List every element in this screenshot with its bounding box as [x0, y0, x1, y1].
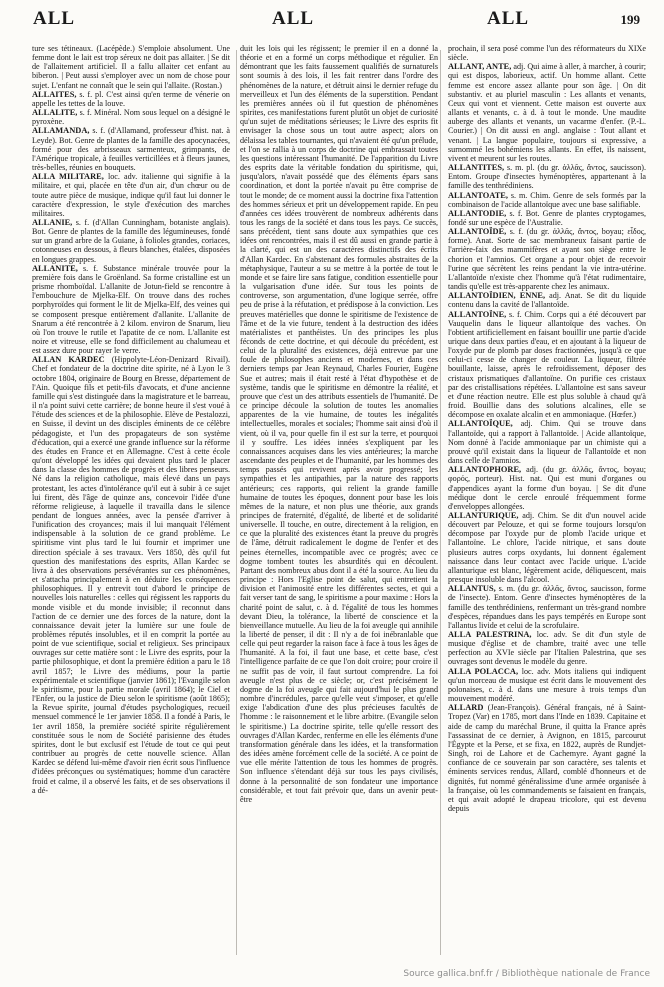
entry-headword: ALLAMANDA,: [32, 126, 90, 136]
running-headword-center: ALL: [272, 8, 315, 29]
text-column-2: [240, 44, 438, 962]
dictionary-entry: [448, 163, 646, 190]
dictionary-entry: [448, 62, 646, 163]
dictionary-entry: [448, 630, 646, 667]
entry-headword: ALLANTOÏQUE,: [448, 419, 513, 429]
entry-text: adj. (du gr. ἀλλᾶς, ἄντος, boyau; φορός, porteur). Hist. nat. Qui est muni d'organes ou d'appendices ayant la forme d'un boyau. | Se dit d'une médique dont le cercle enroulé fréquemment forme d'enveloppes allongées.: [448, 465, 646, 511]
entry-headword: ALLANTOPHORE,: [448, 465, 522, 475]
entry-text: (Jean-François). Général français, né à Saint-Tropez (Var) en 1785, mort dans l'Inde en 1839. Capitaine et aide de camp du maréchal Brune, il quitta la France après l'assassinat de ce dernier, à Avignon, en 1815, parcourut l'Égypte et la Perse, et se fixa, en 1822, auprès de Rundjet-Singh, roi de Lahore et de Cachemyre. Ayant gagné la confiance de ce souverain par son caractère, ses talents et éminents services rendus, Allard, comblé d'honneurs et de dignités, fut nommé généralissime d'une armée organisée à la française, où les commandements se faisaient en français, et qui avait adopté le drapeau tricolore, qui est devenu depuis: [448, 703, 646, 813]
dictionary-entry: [448, 310, 646, 420]
entry-headword: ALLANTOÏDIEN, ENNE,: [448, 291, 546, 301]
entry-text: s. m. Chim. Genre de sels formés par la combinaison de l'acide allantoïque avec une base salifiable.: [448, 190, 646, 209]
entry-text: duit les lois qui les régissent; le premier il en a donné la théorie et en a formé un corps méthodique et régulier. En démontrant que les faits faussement qualifiés de surnaturels sont soumis à des lois, il les fait rentrer dans l'ordre des phénomènes de la nature, et détruit ainsi le dernier refuge du merveilleux et l'un des éléments de la superstition. Pendant les premières années où il fut question de phénomènes spirites, ces manifestations furent plutôt un objet de curiosité qu'un sujet de méditations sérieuses; le Livre des esprits fit envisager la chose sous un tout autre aspect; alors on délaissa les tables tournantes, qui n'avaient été qu'un prélude, et l'on se rallia à un corps de doctrine qui embrassait toutes les questions intéressant l'humanité. De l'apparition du Livre des esprits date la véritable fondation du spiritisme, qui, jusqu'alors, n'avait possédé que des éléments épars sans coordination, et dont la portée n'avait pu être comprise de tout le monde; de ce moment aussi la doctrine fixa l'attention des hommes sérieux et prit un développement rapide. En peu d'années ces idées trouvèrent de nombreux adhérents dans tous les rangs de la société et dans tous les pays. Ce succès, sans précédent, tient sans doute aux sympathies que ces idées ont rencontrées, mais il est dû aussi en grande partie à la clarté, qui est un des caractères distinctifs des écrits d'Allan Kardec. En s'abstenant des formules abstraites de la métaphysique, l'auteur a su se mettre à la portée de tout le monde et se faire lire sans fatigue, condition essentielle pour la vulgarisation d'une idée. Sur tous les points de controverse, son argumentation, d'une logique serrée, offre peu de prise à la réfutation, et prédispose à la conviction. Les preuves matérielles que donne le spiritisme de l'existence de l'âme et de la vie future, tendent à la destruction des idées matérialistes et panthéistes. Un des principes les plus féconds de cette doctrine, et qui découle du précédent, est celui de la pluralité des existences, déjà entrevue par une foule de philosophes anciens et modernes, et dans ces derniers temps par Jean Reynaud, Charles Fourier, Eugène Sue et autres; mais il était resté à l'état d'hypothèse et de système, tandis que le spiritisme en démontre la réalité, et prouve que c'est un des attributs essentiels de l'humanité. De ce principe découle la solution de toutes les anomalies apparentes de la vie humaine, de toutes les inégalités intellectuelles, morales et sociales; l'homme sait ainsi d'où il vient, où il va, pour quelle fin il est sur la terre, et pourquoi il y souffre. Les idées innées s'expliquent par les connaissances acquises dans les vies antérieures; la marche ascendante des peuples et de l'humanité, par les hommes des temps passés qui revivent après avoir progressé; les sympathies et les antipathies, par la nature des rapports antérieurs; ces rapports, qui relient la grande famille humaine de toutes les époques, donnent pour base les lois mêmes de la nature, et non plus une théorie, aux grands principes de fraternité, d'égalité, de liberté et de solidarité universelle. Il touche, en outre, directement à la religion, en ce que la pluralité des existences étant la preuve du progrès de l'âme, détruit radicalement le dogme de l'enfer et des peines éternelles, incompatible avec ce progrès; avec ce dogme tombent toutes les absurdités qui en découlent. Partant des nombreux abus dont il a été la source. Au lieu du principe : Hors l'Eglise point de salut, qui entretient la division et l'animosité entre les différentes sectes, et qui a fait verser tant de sang, le spiritisme a pour maxime : Hors la charité point de salut, c. à d. l'égalité de tous les hommes devant Dieu, la tolérance, la liberté de conscience et la bienveillance mutuelle. Au lieu de la foi aveugle qui annihile la liberté de penser, il dit : Il n'y a de foi inébranlable que celle qui peut regarder la raison face à face à tous les âges de l'humanité. A la foi, il faut une base, et cette base, c'est l'intelligence parfaite de ce que l'on doit croire; pour croire il ne suffit pas de voir, il faut surtout comprendre. La foi aveugle n'est plus de ce siècle; or, c'est précisément le dogme de la foi aveugle qui fait aujourd'hui le plus grand nombre d'incrédules, parce qu'elle veut s'imposer, et qu'elle exige l'abdication d'une des plus précieuses facultés de l'homme : le raisonnement et le libre arbitre. (Evangile selon le spiritisme.) La doctrine spirite, telle qu'elle ressort des ouvrages d'Allan Kardec, renferme en elle les éléments d'une transformation générale dans les idées, et la transformation des idées amène forcément celle de la société. A ce point de vue elle mérite l'attention de tous les hommes de progrès. Son influence s'étendant déjà sur tous les pays civilisés, donne à la personnalité de son fondateur une importance considérable, et tout fait prévoir que, dans un avenir peut-être: [240, 44, 438, 804]
dictionary-entry: [32, 108, 230, 126]
entry-text: s. f. (d'Allamand, professeur d'hist. nat. à Leyde). Bot. Genre de plantes de la famille des apocynacées, formé pour des arbrisseaux sarmenteux, grimpants, de l'Amérique tropicale, à feuilles verticillées et à fleurs jaunes, très-belles, réunies en bouquets.: [32, 126, 230, 173]
entry-headword: ALLAITES,: [32, 89, 77, 99]
entry-text: loc. adv. italienne qui signifie à la militaire, et qui, placée en tête d'un air, d'un chœur ou de toute autre pièce de musique, indique qu'il faut lui donner le caractère d'expression, le style d'exécution des marches militaires.: [32, 172, 230, 218]
entry-text: adj. Qui aime à aller, à marcher, à courir; qui est dispos, laborieux, actif. Un homme allant. Cette femme est encore assez allante pour son âge. | On dit substantiv. et au pluriel masculin : Les allants et venants, Ceux qui vont et viennent. Cette maison est ouverte aux allants et venants, c. à d. à tout le monde. Une maudite auberge des allants et venants, un vacarme d'enfer. (P.-L. Courier.) | On dit aussi en angl. anglaise : Tout allant et venant. | La langue populaire, toujours si expressive, a surnommé les bohémiens les allants. En effet, ils naissent, vivent et meurent sur les routes.: [448, 62, 646, 163]
dictionary-entry: [32, 90, 230, 108]
entry-headword: ALLANTURIQUE,: [448, 510, 519, 520]
entry-headword: ALLA POLACCA,: [448, 666, 519, 676]
entry-text: s. f. Minéral. Nom sous lequel on a désigné le pyroxène.: [32, 108, 230, 127]
entry-headword: ALLALITE,: [32, 108, 78, 118]
entry-text: s. f. (du gr. ἀλλᾶς, ἄντος, boyau; εἶδος, forme). Anat. Sorte de sac membraneux faisant partie de l'arrière-faix des mammifères et ayant son siège entre le chorion et l'amnios. Cet organe a pour objet de recevoir l'urine que sécrètent les reins pendant la vie intra-utérine. L'allantoïde n'existe chez l'homme qu'à l'état rudimentaire, tandis qu'elle est très-apparente chez les animaux.: [448, 227, 646, 292]
entry-headword: ALLANIE,: [32, 217, 73, 227]
entry-continuation: [240, 44, 438, 804]
entry-continuation: [32, 44, 230, 90]
entry-headword: ALLANITE,: [32, 263, 78, 273]
entry-text: s. f. Chim. Corps qui a été découvert par Vauquelin dans le liqueur allantoïque des vaches. On l'obtient artificiellement en faisant bouillir une partie d'acide urique dans deux parties d'eau, et en ajoutant à la liqueur de l'oxyde pur de plomb par doses fractionnées, jusqu'à ce que celui-ci cesse de changer de couleur. La liqueur, filtrée bouillante, laisse, après le refroidissement, déposer des cristaux prismatiques d'allantoïne. On purifie ces cristaux par des cristallisations répétées. L'allantoïne est sans saveur et d'une réaction neutre. Elle est plus soluble à chaud qu'à froid. Bouillie dans des solutions alcalines, elle se décompose en oxalate alcalin et en ammoniaque. (Hœfer.): [448, 309, 646, 420]
running-headword-right: ALL: [487, 8, 530, 29]
entry-headword: ALLANTOATE,: [448, 190, 508, 200]
dictionary-entry: [32, 126, 230, 172]
entry-headword: ALLANTOÏNE,: [448, 309, 507, 319]
entry-text: s. f. (d'Allan Cunningham, botaniste anglais). Bot. Genre de plantes de la famille des légumineuses, fondé sur un grand arbre de la Guiane, à folioles grandes, coriaces, cotonneuses en dessous, à fleurs blanches, étalées, disposées en longues grappes.: [32, 217, 230, 264]
entry-headword: ALLANTUS,: [448, 584, 496, 594]
page-number: 199: [620, 12, 640, 27]
entry-text: adj. Chim. Qui se trouve dans l'allantoïde, qui a rapport à l'allantoïde. | Acide allantoïque, Nom donné à l'acide ammoniaque par un chimiste qui a prouvé qu'il existait dans la liqueur de l'allantoïde et non dans celle de l'amnios.: [448, 419, 646, 466]
entry-headword: ALLANTITES,: [448, 163, 505, 173]
entry-headword: ALLA PALESTRINA,: [448, 630, 532, 639]
dictionary-columns: [32, 44, 646, 962]
entry-text: adj. Anat. Se dit du liquide contenu dans la cavité de l'allantoïde.: [448, 291, 646, 310]
entry-headword: ALLAN KARDEC: [32, 355, 105, 365]
page-header: [0, 0, 664, 46]
dictionary-entry: [448, 291, 646, 309]
dictionary-entry: [448, 584, 646, 630]
entry-headword: ALLANTODIE,: [448, 208, 507, 218]
dictionary-entry: [448, 703, 646, 813]
entry-text: prochain, il sera posé comme l'un des réformateurs du XIXe siècle.: [448, 44, 646, 63]
running-headword-left: ALL: [33, 8, 76, 29]
dictionary-entry: [448, 419, 646, 465]
entry-headword: ALLA MILITARE,: [32, 172, 104, 182]
dictionary-entry: [32, 264, 230, 356]
entry-text: s. f. Bot. Genre de plantes cryptogames, fondé sur une espèce de l'Australie.: [448, 208, 646, 227]
entry-headword: ALLANTOÏDE,: [448, 227, 507, 237]
dictionary-entry: [32, 172, 230, 218]
entry-text: s. f. Substance minérale trouvée pour la première fois dans le Groënland. Sa forme cristalline est un prisme rhomboïdal. L'allanite de Jotun-field se rencontre à l'embouchure de Mjelka-Elf. On trouve dans des roches porphyroïdes qui forment le lit de Mjelka-Elf, des veines qui se composent presque entièrement d'allanite. L'allanite de Snarum a été rencontrée à 2 kilom. environ de Snarum, lieu où l'on trouve le rutile et l'apatite de ce nom. L'allanite est noire et vitreuse, elle se fond difficilement au chalumeau et est assez dure pour rayer le verre.: [32, 263, 230, 356]
dictionary-entry: [32, 218, 230, 264]
entry-text: ture ses tétineaux. (Lacépède.) S'emploie absolument. Une femme dont le lait est trop séreux ne doit pas allaiter. | Se dit de l'allaitement artificiel. Il a fallu allaiter cet enfant au biberon. | Peut aussi s'employer avec un nom de chose pour sujet. L'enfant ne connaît que le sein qui l'allaite. (Rostan.): [32, 44, 230, 90]
dictionary-entry: [448, 227, 646, 291]
dictionary-entry: [448, 667, 646, 704]
entry-headword: ALLANT, ANTE,: [448, 62, 512, 72]
dictionary-entry: [448, 209, 646, 227]
dictionary-entry: [448, 465, 646, 511]
entry-text: loc. adv. Mots italiens qui indiquent qu'un morceau de musique est écrit dans le mouvement des polonaises, c. à d. dans une mesure à trois temps d'un mouvement modéré.: [448, 666, 646, 704]
entry-text: s. m. pl. (du gr. ἀλλᾶς, ἄντος, saucisson). Entom. Groupe d'insectes hyménoptères, appartenant à la famille des tenthrédiniens.: [448, 163, 646, 191]
dictionary-entry: [448, 191, 646, 209]
entry-continuation: [448, 44, 646, 62]
entry-headword: ALLARD: [448, 703, 484, 713]
text-column-1: [32, 44, 230, 962]
entry-text: s. m. (du gr. ἀλλᾶς, ἄντος, saucisson, forme de l'insecte). Entom. Genre d'insectes hyménoptères de la famille des tenthrédiniens, renfermant un très-grand nombre d'espèces, répandues dans les pays tempérés en Europe sont l'allantus livide et celui de la scrofulaire.: [448, 584, 646, 630]
entry-text: s. f. pl. C'est ainsi qu'en terme de vénerie on appelle les tettes de la louve.: [32, 89, 230, 108]
text-column-3: [448, 44, 646, 962]
entry-text: loc. adv. Se dit d'un style de musique d'église et de chambre, traité avec une telle perfection au XVIe siècle par l'Italien Palestrina, que ses ouvrages sont devenus le modèle du genre.: [448, 630, 646, 667]
dictionary-entry: [32, 355, 230, 795]
entry-text: (Hippolyte-Léon-Denizard Rivail). Chef et fondateur de la doctrine dite spirite, né à Lyon le 3 octobre 1804, originaire de Bourg en Bresse, département de l'Ain. Quoique fils et petit-fils d'avocats, et d'une ancienne famille qui s'est distinguée dans la magistrature et le barreau, il n'a point suivi cette carrière; de bonne heure il s'est voué à l'étude des sciences et de la philosophie. Elève de Pestalozzi, en Suisse, il devint un des disciples éminents de ce célèbre pédagogiste, et l'un des propagateurs de son système d'éducation, qui a exercé une grande influence sur la réforme des études en France et en Allemagne. C'est à cette école qu'ont développé les idées qui devaient plus tard le placer dans la classe des hommes de progrès et des libres penseurs. Né dans la religion catholique, mais élevé dans un pays protestant, les actes d'intolérance qu'il eut à subir à ce sujet lui firent, dès l'âge de quinze ans, concevoir l'idée d'une réforme religieuse, à laquelle il travailla dans le silence pendant de longues années, avec la pensée d'arriver à l'unification des croyances; mais il lui manquait l'élément indispensable à la solution de ce grand problème. Le spiritisme vint plus tard le lui fournir et imprimer une direction spéciale à ses travaux. Vers 1850, dès qu'il fut question des manifestations des esprits, Allan Kardec se livra à des observations persévérantes sur ces phénomènes, et s'attacha principalement à en déduire les conséquences philosophiques. Il y entrevit tout d'abord le principe de nouvelles lois naturelles : celles qui régissent les rapports du monde visible et du monde invisible; il reconnut dans l'action de ce dernier une des forces de la nature, dont la connaissance devait jeter la lumière sur une foule de problèmes réputés insolubles, et il en comprit la portée au point de vue scientifique, social et religieux. Ses principaux ouvrages sur cette matière sont : le Livre des esprits, pour la partie philosophique, et dont la première édition a paru le 18 avril 1857; le Livre des médiums, pour la partie expérimentale et scientifique (janvier 1861); l'Evangile selon le spiritisme, pour la partie morale (avril 1864); le Ciel et l'Enfer, ou la justice de Dieu selon le spiritisme (août 1865); la Revue spirite, journal d'études psychologiques, recueil mensuel commencé le 1er janvier 1858. Il a fondé à Paris, le 1er avril 1858, la première société spirite régulièrement constituée sous le nom de Société parisienne des études spirites, dont le but exclusif est l'étude de tout ce qui peut contribuer au progrès de cette nouvelle science. Allan Kardec se défend lui-même d'avoir rien écrit sous l'influence d'idées préconçues ou systématiques; homme d'un caractère froid et calme, il a observé les faits, et de ses observations il a dé-: [32, 355, 230, 795]
entry-text: adj. Chim. Se dit d'un nouvel acide découvert par Pelouze, et qui se forme toujours lorsqu'on décompose par l'oxyde pur de plomb l'acide urique et l'allantoïne. Le chlore, l'acide nitrique, et sans doute plusieurs autres corps oxydants, lui donnent également naissance dans leur contact avec l'acide urique. L'acide allanturique est blanc, légèrement acide, déliquescent, mais presque insoluble dans l'alcool.: [448, 510, 646, 585]
dictionary-entry: [448, 511, 646, 584]
source-credit: Source gallica.bnf.fr / Bibliothèque nationale de France: [403, 969, 650, 979]
